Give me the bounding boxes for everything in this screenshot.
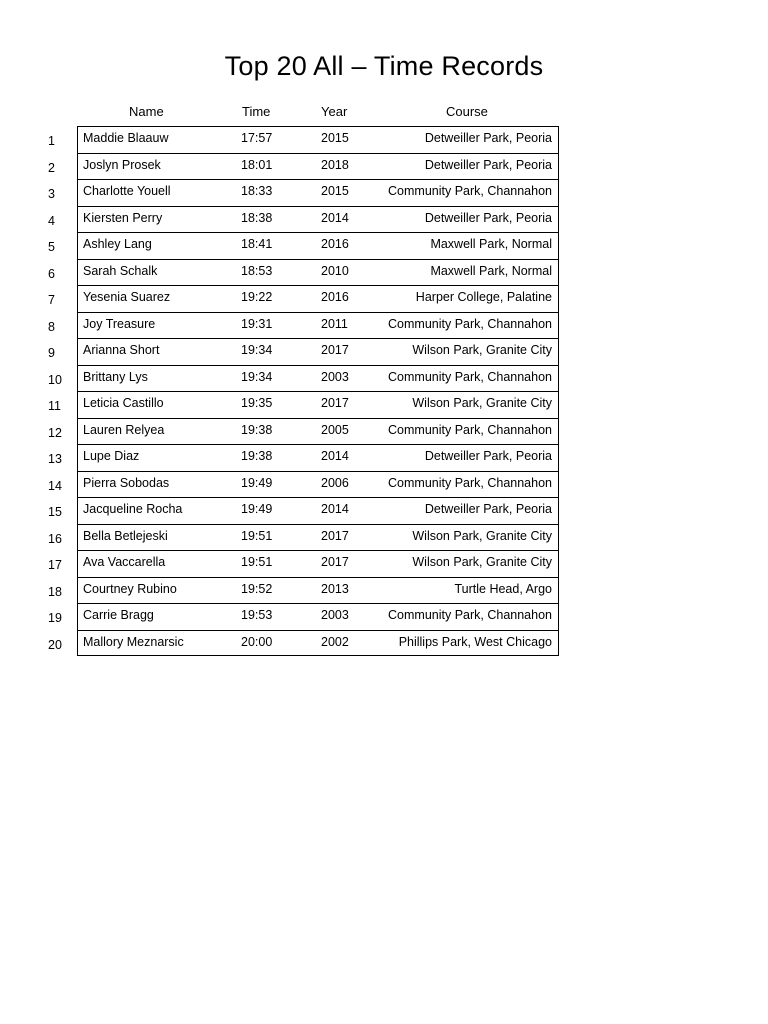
record-time: 19:51 [241, 528, 273, 543]
record-year: 2002 [321, 634, 349, 649]
record-time: 19:35 [241, 396, 273, 410]
record-year: 2013 [321, 581, 349, 596]
course-name: Detweiller Park, Peoria [424, 210, 552, 225]
record-year: 2015 [321, 131, 349, 145]
table-row [0, 577, 768, 604]
record-year: 2010 [321, 263, 349, 278]
course-name: Community Park, Channahon [388, 316, 552, 331]
runner-name: Joslyn Prosek [83, 157, 161, 172]
record-year: 2014 [321, 210, 349, 225]
record-year: 2018 [321, 157, 349, 172]
course-name: Maxwell Park, Normal [430, 263, 552, 278]
record-time: 18:38 [241, 210, 273, 225]
record-year: 2016 [321, 290, 349, 304]
runner-name: Carrie Bragg [83, 608, 154, 622]
course-name: Phillips Park, West Chicago [398, 634, 552, 649]
course-name: Detweiller Park, Peoria [424, 449, 552, 463]
runner-name: Jacqueline Rocha [83, 502, 183, 516]
course-name: Turtle Head, Argo [454, 581, 552, 596]
table-row [0, 418, 768, 445]
runner-name: Charlotte Youell [83, 184, 171, 198]
runner-name: Courtney Rubino [83, 581, 177, 596]
record-time: 18:01 [241, 157, 273, 172]
rank-number: 12 [48, 425, 62, 440]
record-year: 2005 [321, 422, 349, 437]
rank-number: 7 [48, 293, 55, 307]
runner-name: Joy Treasure [83, 316, 156, 331]
record-year: 2017 [321, 528, 349, 543]
column-header-course: Course [446, 104, 488, 119]
runner-name: Kiersten Perry [83, 210, 163, 225]
record-time: 19:51 [241, 555, 273, 569]
rank-number: 6 [48, 266, 55, 281]
record-time: 18:53 [241, 263, 273, 278]
record-year: 2006 [321, 475, 349, 490]
table-row [0, 630, 768, 657]
rank-number: 14 [48, 478, 62, 493]
table-row [0, 338, 768, 365]
runner-name: Leticia Castillo [83, 396, 164, 410]
record-time: 19:52 [241, 581, 273, 596]
table-row [0, 179, 768, 206]
record-time: 19:38 [241, 422, 273, 437]
record-year: 2017 [321, 343, 349, 357]
rank-number: 16 [48, 531, 62, 546]
record-time: 19:49 [241, 502, 273, 516]
runner-name: Lauren Relyea [83, 422, 165, 437]
rank-number: 11 [48, 399, 61, 413]
runner-name: Yesenia Suarez [83, 290, 171, 304]
course-name: Wilson Park, Granite City [412, 528, 552, 543]
rank-number: 17 [48, 558, 62, 572]
table-row [0, 285, 768, 312]
runner-name: Mallory Meznarsic [83, 634, 184, 649]
table-row [0, 471, 768, 498]
table-header [0, 102, 768, 122]
record-time: 19:31 [241, 316, 273, 331]
course-name: Wilson Park, Granite City [412, 343, 552, 357]
record-year: 2015 [321, 184, 349, 198]
column-header-time: Time [242, 104, 271, 119]
page-title: Top 20 All – Time Records [224, 51, 544, 81]
runner-name: Pierra Sobodas [83, 475, 170, 490]
course-name: Community Park, Channahon [388, 475, 552, 490]
runner-name: Ashley Lang [83, 237, 152, 251]
course-name: Community Park, Channahon [388, 422, 552, 437]
record-time: 20:00 [241, 634, 273, 649]
course-name: Community Park, Channahon [388, 184, 552, 198]
record-time: 19:34 [241, 369, 273, 384]
column-header-year: Year [321, 104, 348, 119]
table-row [0, 153, 768, 180]
record-year: 2017 [321, 396, 349, 410]
rank-number: 10 [48, 372, 62, 387]
table-row [0, 444, 768, 471]
rank-number: 19 [48, 611, 62, 625]
record-time: 19:38 [241, 449, 273, 463]
course-name: Harper College, Palatine [415, 290, 552, 304]
table-row [0, 232, 768, 259]
course-name: Maxwell Park, Normal [430, 237, 552, 251]
record-time: 17:57 [241, 131, 273, 145]
table-row [0, 259, 768, 286]
column-header-name: Name [129, 104, 164, 119]
record-year: 2014 [321, 502, 349, 516]
rank-number: 15 [48, 505, 62, 519]
table-row [0, 497, 768, 524]
rank-number: 5 [48, 240, 55, 254]
runner-name: Bella Betlejeski [83, 528, 168, 543]
rank-number: 1 [48, 134, 55, 148]
record-time: 19:53 [241, 608, 273, 622]
course-name: Community Park, Channahon [388, 608, 552, 622]
runner-name: Lupe Diaz [83, 449, 140, 463]
table-row [0, 365, 768, 392]
course-name: Wilson Park, Granite City [412, 396, 552, 410]
runner-name: Maddie Blaauw [83, 131, 169, 145]
table-row [0, 312, 768, 339]
record-year: 2003 [321, 369, 349, 384]
table-row [0, 391, 768, 418]
rank-number: 18 [48, 584, 62, 599]
rank-number: 3 [48, 187, 55, 201]
record-time: 18:41 [241, 237, 273, 251]
course-name: Detweiller Park, Peoria [424, 157, 552, 172]
course-name: Community Park, Channahon [388, 369, 552, 384]
record-time: 18:33 [241, 184, 273, 198]
table-row [0, 206, 768, 233]
rank-number: 4 [48, 213, 55, 228]
record-time: 19:34 [241, 343, 273, 357]
rank-number: 9 [48, 346, 55, 360]
runner-name: Sarah Schalk [83, 263, 158, 278]
runner-name: Ava Vaccarella [83, 555, 166, 569]
runner-name: Brittany Lys [83, 369, 148, 384]
record-year: 2011 [321, 316, 348, 331]
record-time: 19:49 [241, 475, 273, 490]
course-name: Wilson Park, Granite City [412, 555, 552, 569]
record-time: 19:22 [241, 290, 273, 304]
rank-number: 8 [48, 319, 55, 334]
rank-number: 2 [48, 160, 55, 175]
rank-number: 13 [48, 452, 62, 466]
records-table [0, 126, 768, 656]
record-year: 2017 [321, 555, 349, 569]
course-name: Detweiller Park, Peoria [424, 502, 552, 516]
table-row [0, 524, 768, 551]
table-row [0, 603, 768, 630]
runner-name: Arianna Short [83, 343, 160, 357]
record-year: 2003 [321, 608, 349, 622]
table-row [0, 550, 768, 577]
rank-number: 20 [48, 637, 62, 652]
record-year: 2014 [321, 449, 349, 463]
table-row [0, 126, 768, 153]
record-year: 2016 [321, 237, 349, 251]
course-name: Detweiller Park, Peoria [424, 131, 552, 145]
